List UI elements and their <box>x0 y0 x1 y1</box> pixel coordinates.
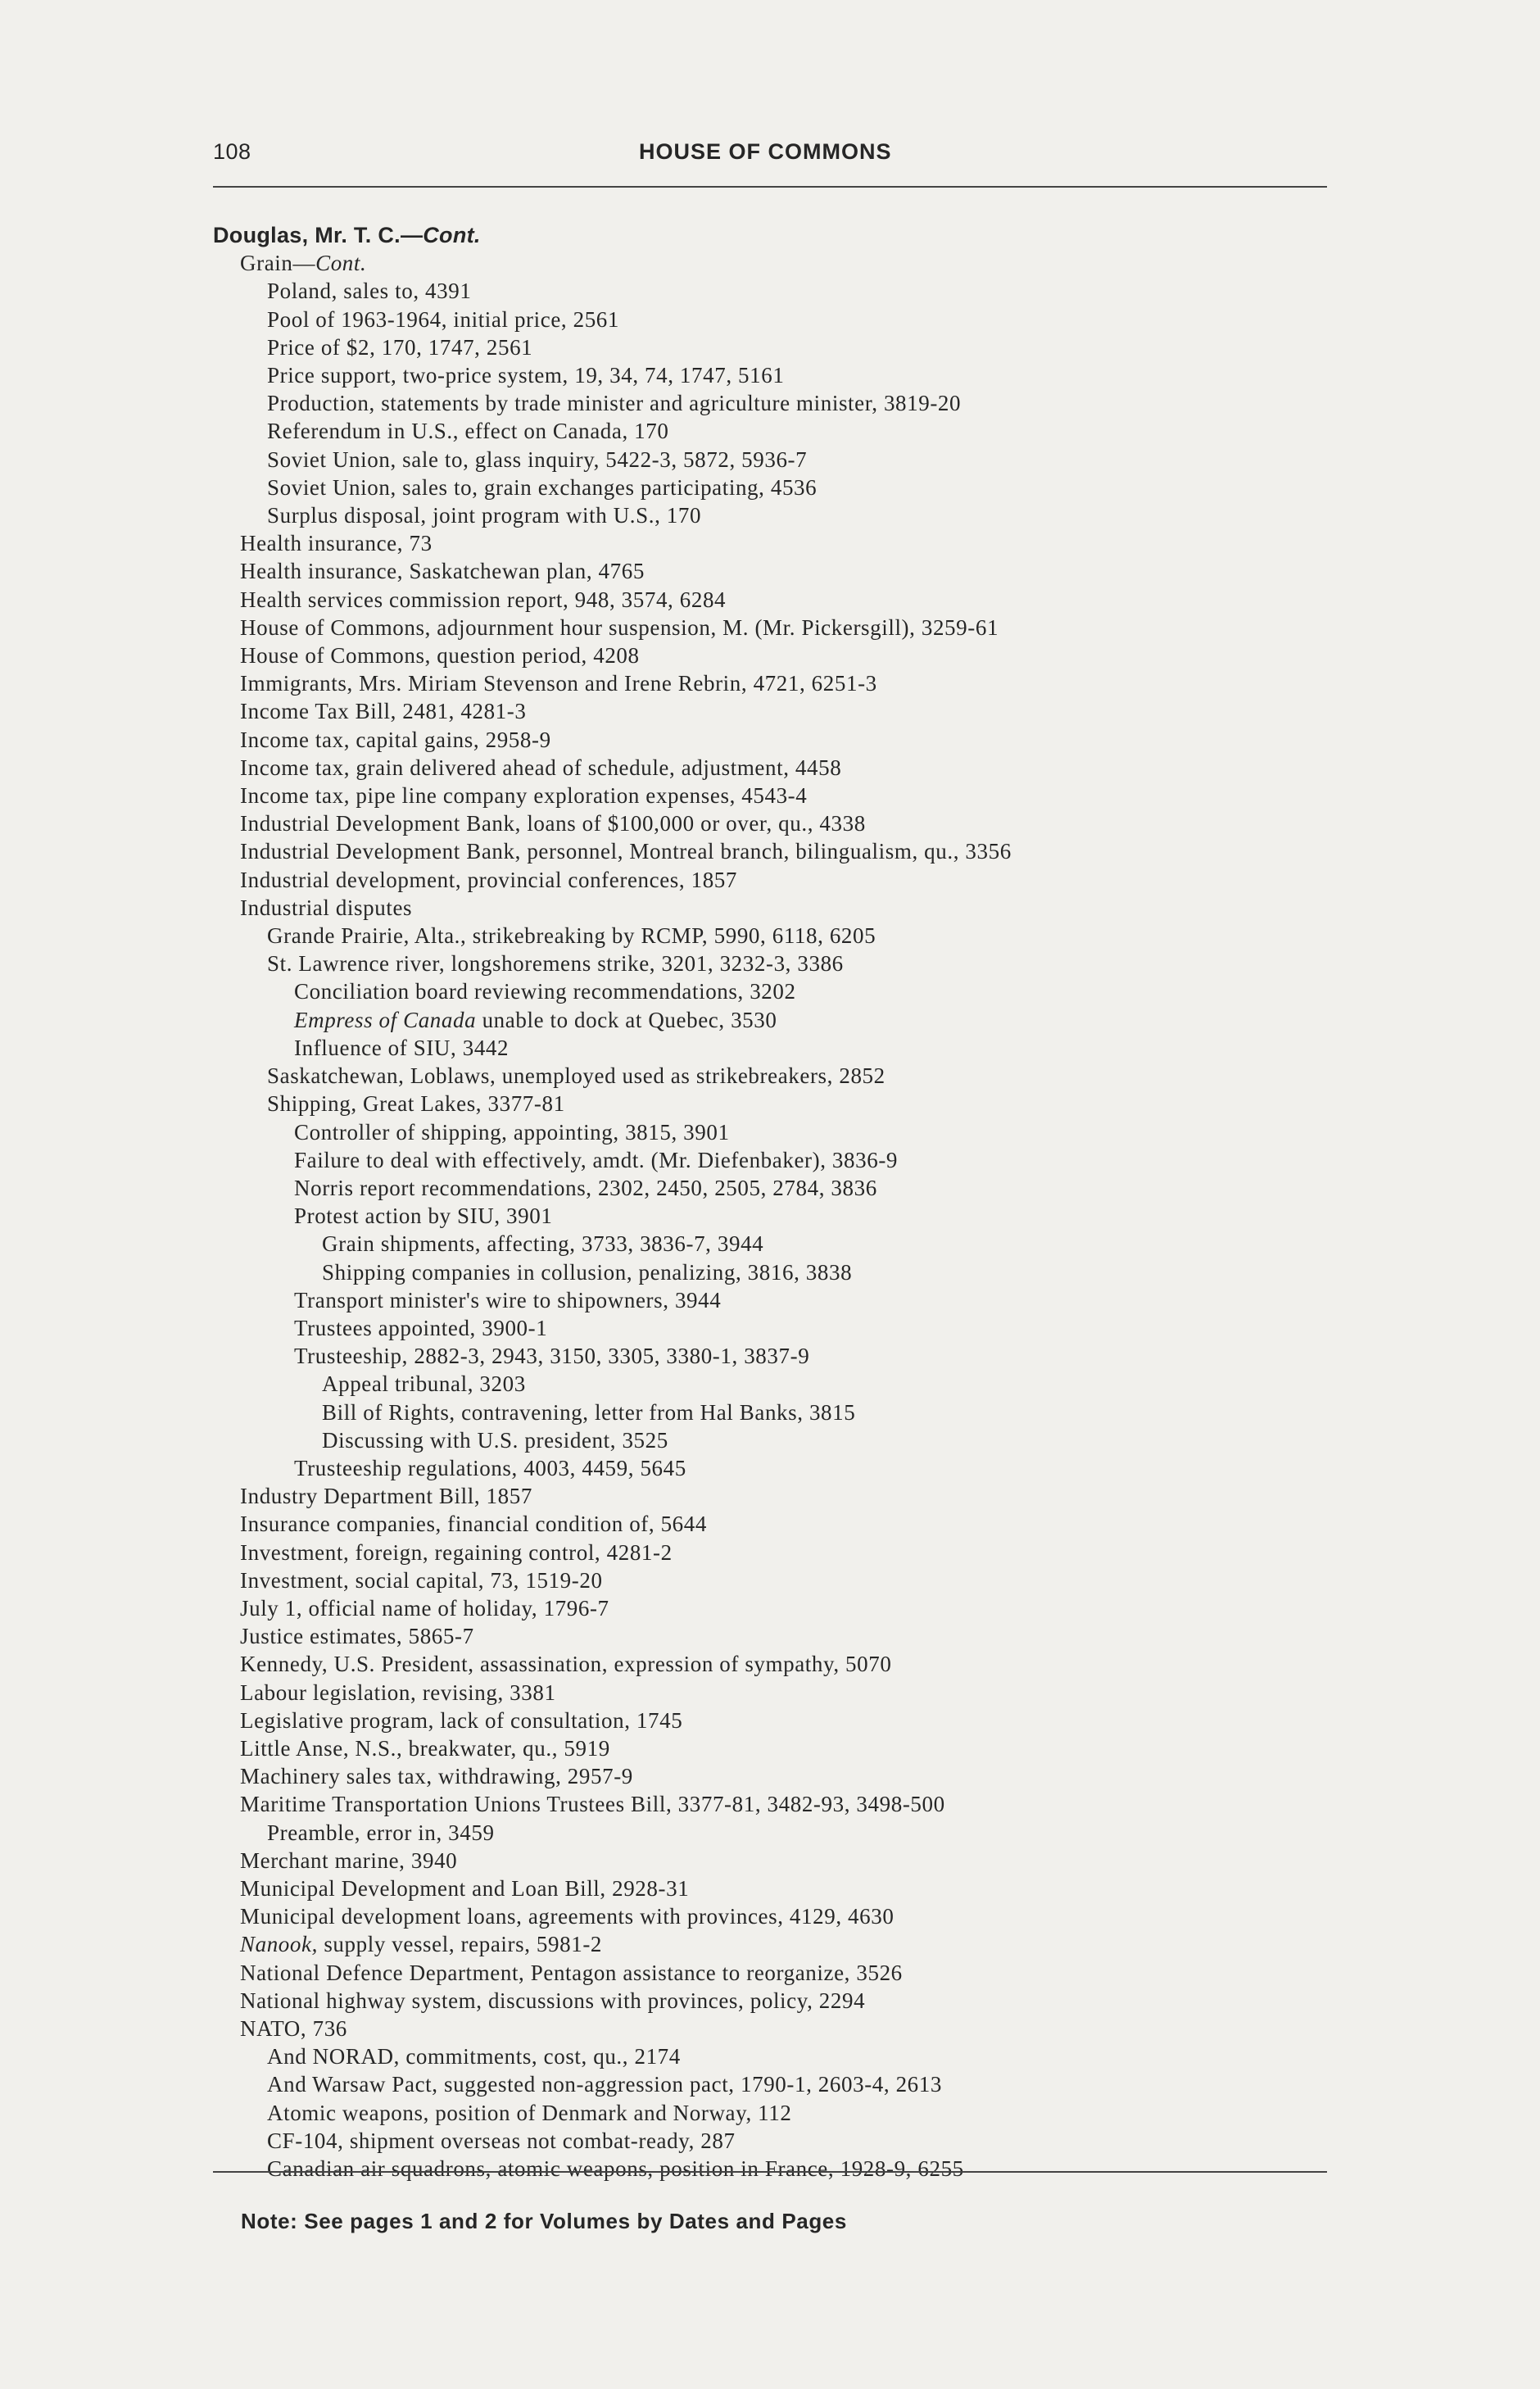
index-entry: Industry Department Bill, 1857 <box>240 1484 532 1509</box>
heading-cont: Cont. <box>423 223 481 247</box>
index-entry: Surplus disposal, joint program with U.S., 170 <box>267 503 702 528</box>
subheading-cont: Cont. <box>315 251 367 276</box>
index-list <box>213 221 1327 2183</box>
index-entry: Soviet Union, sale to, glass inquiry, 5422-3, 5872, 5936-7 <box>267 447 808 472</box>
index-entry: Shipping companies in collusion, penalizing, 3816, 3838 <box>322 1259 853 1285</box>
index-entry: Machinery sales tax, withdrawing, 2957-9 <box>240 1764 633 1789</box>
index-entry <box>213 1930 1327 1958</box>
header-rule <box>213 186 1327 188</box>
subheading-name: Grain <box>240 251 293 276</box>
index-entry: Saskatchewan, Loblaws, unemployed used as strikebreakers, 2852 <box>267 1063 886 1089</box>
index-entry: Preamble, error in, 3459 <box>267 1820 495 1845</box>
index-entry: Trusteeship regulations, 4003, 4459, 5645 <box>294 1455 686 1480</box>
index-entry: Price support, two-price system, 19, 34, 74, 1747, 5161 <box>267 363 785 388</box>
page-number: 108 <box>213 139 251 164</box>
index-subheading: Grain—Cont. <box>240 251 367 276</box>
index-entry: Production, statements by trade minister and agriculture minister, 3819-20 <box>267 391 962 416</box>
index-entry: Investment, foreign, regaining control, 4281-2 <box>240 1539 673 1565</box>
footer-rule <box>213 2171 1327 2173</box>
index-entry: July 1, official name of holiday, 1796-7 <box>240 1595 609 1621</box>
index-entry: Merchant marine, 3940 <box>240 1847 458 1873</box>
index-entry: Pool of 1963-1964, initial price, 2561 <box>267 306 620 332</box>
index-entry: House of Commons, question period, 4208 <box>240 643 640 669</box>
index-entry: Kennedy, U.S. President, assassination, expression of sympathy, 5070 <box>240 1652 892 1677</box>
index-entry: Legislative program, lack of consultation, 1745 <box>240 1707 683 1733</box>
entry-text: unable to dock at Quebec, 3530 <box>482 1007 777 1032</box>
index-entry: Grain shipments, affecting, 3733, 3836-7, 3944 <box>322 1231 764 1257</box>
index-entry: NATO, 736 <box>240 2016 347 2041</box>
index-entry: Trustees appointed, 3900-1 <box>294 1315 548 1340</box>
index-entry: Poland, sales to, 4391 <box>267 279 472 304</box>
index-entry: Industrial disputes <box>240 895 413 920</box>
index-heading: Douglas, Mr. T. C.—Cont. <box>213 223 481 247</box>
index-entry: Bill of Rights, contravening, letter from Hal Banks, 3815 <box>322 1399 856 1425</box>
index-entry: Income tax, capital gains, 2958-9 <box>240 727 551 752</box>
index-entry: Justice estimates, 5865-7 <box>240 1624 474 1649</box>
heading-name: Douglas, Mr. T. C. <box>213 223 401 247</box>
index-entry <box>213 1006 1327 1034</box>
index-entry: Income tax, pipe line company exploration expenses, 4543-4 <box>240 783 808 809</box>
index-entry: Health insurance, Saskatchewan plan, 4765 <box>240 559 645 584</box>
index-entry: And NORAD, commitments, cost, qu., 2174 <box>267 2044 681 2069</box>
index-entry: Shipping, Great Lakes, 3377-81 <box>267 1091 565 1117</box>
entry-text: supply vessel, repairs, 5981-2 <box>324 1932 603 1957</box>
index-entry: Protest action by SIU, 3901 <box>294 1204 553 1229</box>
index-entry: Conciliation board reviewing recommendations, 3202 <box>294 979 796 1004</box>
index-entry: National highway system, discussions with provinces, policy, 2294 <box>240 1988 866 2013</box>
index-entry: National Defence Department, Pentagon assistance to reorganize, 3526 <box>240 1960 903 1985</box>
index-entry: Industrial Development Bank, personnel, Montreal branch, bilingualism, qu., 3356 <box>240 839 1012 864</box>
index-entry: Industrial development, provincial conferences, 1857 <box>240 867 738 892</box>
index-entry: Immigrants, Mrs. Miriam Stevenson and Irene Rebrin, 4721, 6251-3 <box>240 671 877 696</box>
index-entry: Failure to deal with effectively, amdt. (Mr. Diefenbaker), 3836-9 <box>294 1147 899 1172</box>
index-entry: Industrial Development Bank, loans of $100,000 or over, qu., 4338 <box>240 811 866 836</box>
index-entry: House of Commons, adjournment hour suspension, M. (Mr. Pickersgill), 3259-61 <box>240 614 999 640</box>
index-entry: Insurance companies, financial condition of, 5644 <box>240 1512 707 1537</box>
index-entry: Appeal tribunal, 3203 <box>322 1371 526 1397</box>
index-entry: Discussing with U.S. president, 3525 <box>322 1427 668 1453</box>
index-entry: Norris report recommendations, 2302, 2450, 2505, 2784, 3836 <box>294 1175 877 1200</box>
index-entry: Canadian air squadrons, atomic weapons, position in France, 1928-9, 6255 <box>267 2156 964 2182</box>
index-entry: Maritime Transportation Unions Trustees Bill, 3377-81, 3482-93, 3498-500 <box>240 1792 945 1817</box>
index-entry: Investment, social capital, 73, 1519-20 <box>240 1567 603 1593</box>
ship-name: Nanook, <box>240 1932 318 1957</box>
index-entry: Price of $2, 170, 1747, 2561 <box>267 334 533 360</box>
index-entry: Income tax, grain delivered ahead of schedule, adjustment, 4458 <box>240 755 842 780</box>
index-entry: Labour legislation, revising, 3381 <box>240 1680 556 1705</box>
index-entry: St. Lawrence river, longshoremens strike, 3201, 3232-3, 3386 <box>267 951 844 977</box>
index-entry: Soviet Union, sales to, grain exchanges participating, 4536 <box>267 474 818 500</box>
index-entry: Grande Prairie, Alta., strikebreaking by RCMP, 5990, 6118, 6205 <box>267 923 876 949</box>
index-entry: Influence of SIU, 3442 <box>294 1035 510 1060</box>
index-entry: Atomic weapons, position of Denmark and Norway, 112 <box>267 2100 792 2125</box>
index-entry: Health services commission report, 948, 3574, 6284 <box>240 587 727 612</box>
index-entry: Trusteeship, 2882-3, 2943, 3150, 3305, 3380-1, 3837-9 <box>294 1344 810 1369</box>
index-entry: Income Tax Bill, 2481, 4281-3 <box>240 699 527 724</box>
index-entry: Health insurance, 73 <box>240 531 433 556</box>
index-entry: Little Anse, N.S., breakwater, qu., 5919 <box>240 1735 610 1761</box>
index-entry: Transport minister's wire to shipowners, 3944 <box>294 1287 722 1312</box>
ship-name: Empress of Canada <box>294 1007 477 1032</box>
index-entry: Referendum in U.S., effect on Canada, 170 <box>267 419 669 444</box>
index-entry: Controller of shipping, appointing, 3815, 3901 <box>294 1119 730 1145</box>
index-entry: Municipal Development and Loan Bill, 2928-31 <box>240 1875 690 1901</box>
index-entry: And Warsaw Pact, suggested non-aggression pact, 1790-1, 2603-4, 2613 <box>267 2072 942 2097</box>
footer-note: Note: See pages 1 and 2 for Volumes by Dates and Pages <box>241 2209 847 2233</box>
index-entry: Municipal development loans, agreements with provinces, 4129, 4630 <box>240 1904 895 1929</box>
running-head: HOUSE OF COMMONS <box>639 139 892 164</box>
index-entry: CF-104, shipment overseas not combat-ready, 287 <box>267 2128 736 2153</box>
